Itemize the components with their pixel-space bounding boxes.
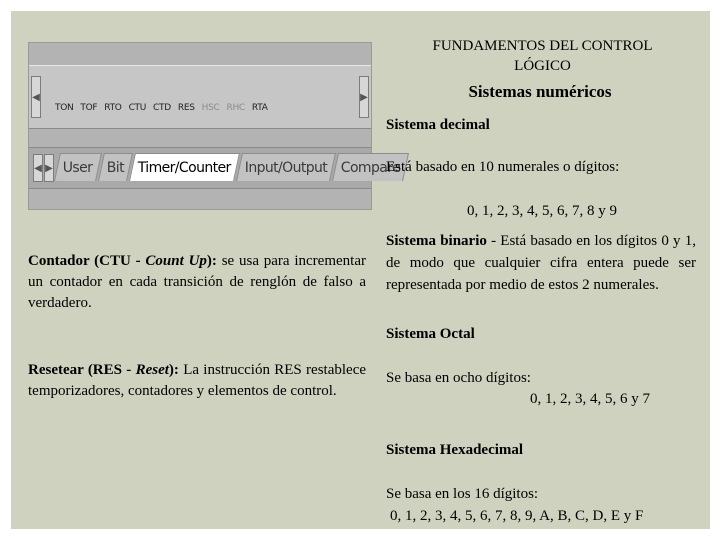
instruction-list <box>55 103 268 113</box>
title-line-1: FUNDAMENTOS DEL CONTROL <box>432 38 653 54</box>
ctu-head: Contador (CTU - Count Up): <box>28 253 217 269</box>
hex-title: Sistema Hexadecimal <box>386 442 524 458</box>
tab-scroll-right-icon[interactable]: ▶ <box>44 154 54 182</box>
binary-paragraph <box>386 230 696 296</box>
res-text: La instrucción RES restablece temporizadores, contadores y elementos de control. <box>28 362 367 399</box>
instr-rto[interactable]: RTO <box>104 103 122 113</box>
decimal-text: Está basado en 10 numerales o dígitos: <box>386 159 620 175</box>
instr-ctd[interactable]: CTD <box>153 103 171 113</box>
instr-rta[interactable]: RTA <box>251 103 268 113</box>
hex-digits: 0, 1, 2, 3, 4, 5, 6, 7, 8, 9, A, B, C, D, E y F <box>390 508 644 524</box>
res-paragraph <box>28 360 366 402</box>
decimal-digits: 0, 1, 2, 3, 4, 5, 6, 7, 8 y 9 <box>467 203 617 219</box>
toolbar-screenshot <box>28 42 401 210</box>
instr-res[interactable]: RES <box>177 103 195 113</box>
tab-input-output[interactable]: Input/Output <box>236 153 336 181</box>
decimal-title: Sistema decimal <box>386 117 490 133</box>
page-title <box>380 36 705 76</box>
scroll-left-icon[interactable]: ◀ <box>31 76 41 118</box>
tab-bar <box>29 147 401 189</box>
hex-text: Se basa en los 16 dígitos: <box>386 486 539 502</box>
instr-tof[interactable]: TOF <box>80 103 98 113</box>
ctu-text: se usa para incrementar un contador en cada transición de renglón de falso a verdadero. <box>28 253 366 311</box>
instr-ton[interactable]: TON <box>55 103 74 113</box>
tab-compare[interactable]: Compare <box>332 153 409 181</box>
tab-bit[interactable]: Bit <box>98 153 133 181</box>
tab-timer-counter[interactable]: Timer/Counter <box>129 153 240 181</box>
instr-ctu[interactable]: CTU <box>128 103 147 113</box>
octal-text: Se basa en ocho dígitos: <box>386 370 531 386</box>
instr-hsc: HSC <box>201 103 220 113</box>
title-line-2: LÓGICO <box>514 58 571 74</box>
binary-title: Sistema binario <box>386 233 487 249</box>
octal-digits: 0, 1, 2, 3, 4, 5, 6 y 7 <box>530 391 650 407</box>
tab-scroll-left-icon[interactable]: ◀ <box>33 154 43 182</box>
octal-title: Sistema Octal <box>386 326 475 342</box>
instr-rhc: RHC <box>226 103 245 113</box>
instruction-toolbar <box>29 65 371 129</box>
scroll-right-icon[interactable]: ▶ <box>359 76 369 118</box>
tab-user[interactable]: User <box>54 153 101 181</box>
binary-text: - Está basado en los dígitos 0 y 1, de modo que cualquier cifra entera puede ser representada por medio de estos 2 numerales. <box>386 233 696 293</box>
page-subtitle: Sistemas numéricos <box>468 82 612 101</box>
ctu-paragraph <box>28 251 366 314</box>
res-head: Resetear (RES - Reset): <box>28 362 179 378</box>
